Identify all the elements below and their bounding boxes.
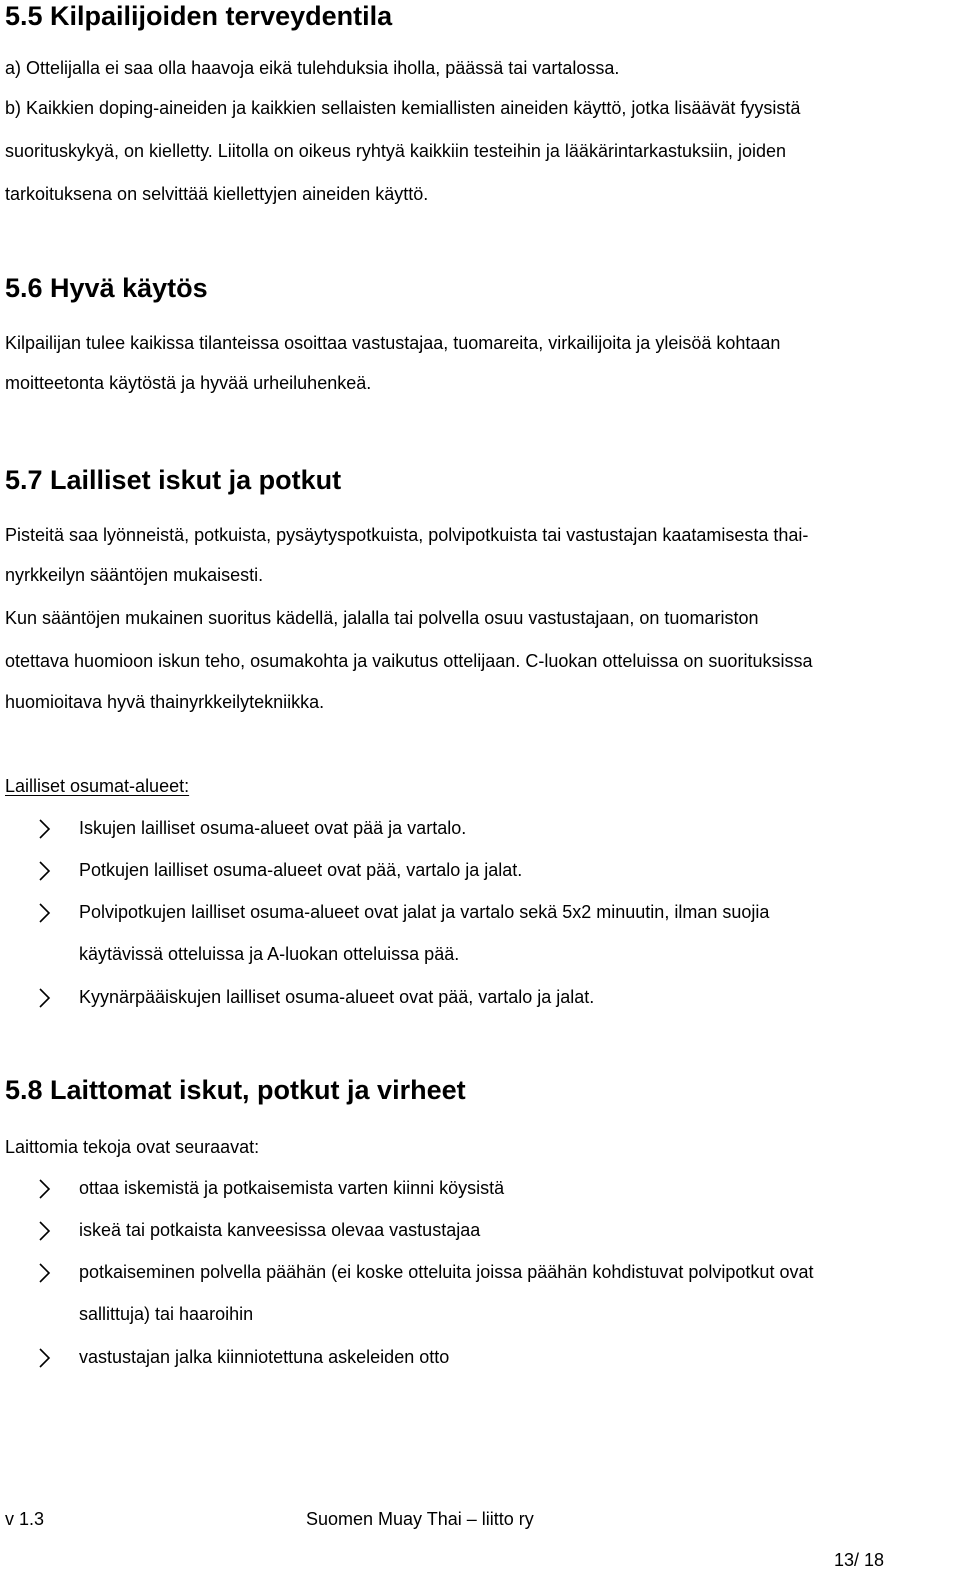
- paragraph-line: nyrkkeilyn sääntöjen mukaisesti.: [5, 565, 264, 585]
- list-item: ottaa iskemistä ja potkaisemista varten kiinni köysistä: [79, 1178, 505, 1198]
- paragraph-line: tarkoituksena on selvittää kiellettyjen aineiden käyttö.: [5, 184, 429, 204]
- section-heading-5-7: 5.7 Lailliset iskut ja potkut: [5, 465, 342, 495]
- paragraph-line: moitteetonta käytöstä ja hyvää urheiluhenkeä.: [5, 373, 372, 393]
- list-item-continuation: sallittuja) tai haaroihin: [79, 1304, 254, 1324]
- page-number: 13/ 18: [834, 1550, 885, 1570]
- list-item: iskeä tai potkaista kanveesissa olevaa vastustajaa: [79, 1220, 481, 1240]
- paragraph-line: otettava huomioon iskun teho, osumakohta ja vaikutus ottelijaan. C-luokan otteluissa on suorituksissa: [5, 651, 813, 671]
- paragraph-line: suorituskykyä, on kielletty. Liitolla on oikeus ryhtyä kaikkiin testeihin ja lääkärintarkastuksiin, joiden: [5, 141, 787, 161]
- paragraph-line: Laittomia tekoja ovat seuraavat:: [5, 1137, 260, 1157]
- paragraph-line: b) Kaikkien doping-aineiden ja kaikkien sellaisten kemiallisten aineiden käyttö, jotka lisäävät fyysistä: [5, 98, 801, 118]
- paragraph-line: Pisteitä saa lyönneistä, potkuista, pysäytyspotkuista, polvipotkuista tai vastustajan kaatamisesta thai-: [5, 525, 809, 545]
- section-heading-5-6: 5.6 Hyvä käytös: [5, 273, 208, 303]
- list-item: Iskujen lailliset osuma-alueet ovat pää ja vartalo.: [79, 818, 467, 838]
- list-item-continuation: käytävissä otteluissa ja A-luokan otteluissa pää.: [79, 944, 460, 964]
- bullet-icon: [38, 1262, 52, 1286]
- bullet-icon: [38, 902, 52, 926]
- list-item: Polvipotkujen lailliset osuma-alueet ovat jalat ja vartalo sekä 5x2 minuutin, ilman suojia: [79, 902, 770, 922]
- footer-version: v 1.3: [5, 1509, 45, 1529]
- bullet-icon: [38, 1220, 52, 1244]
- paragraph-line: Kilpailijan tulee kaikissa tilanteissa osoittaa vastustajaa, tuomareita, virkailijoita ja yleisöä kohtaan: [5, 333, 781, 353]
- list-item: vastustajan jalka kiinniotettuna askeleiden otto: [79, 1347, 450, 1367]
- section-heading-5-5: 5.5 Kilpailijoiden terveydentila: [5, 1, 393, 31]
- list-item: Kyynärpääiskujen lailliset osuma-alueet ovat pää, vartalo ja jalat.: [79, 987, 595, 1007]
- bullet-icon: [38, 818, 52, 842]
- list-item: potkaiseminen polvella päähän (ei koske otteluita joissa päähän kohdistuvat polvipotkut ovat: [79, 1262, 814, 1282]
- bullet-icon: [38, 860, 52, 884]
- bullet-icon: [38, 1347, 52, 1371]
- bullet-icon: [38, 1178, 52, 1202]
- list-item: Potkujen lailliset osuma-alueet ovat pää, vartalo ja jalat.: [79, 860, 523, 880]
- paragraph-line: huomioitava hyvä thainyrkkeilytekniikka.: [5, 692, 325, 712]
- paragraph-line: Kun sääntöjen mukainen suoritus kädellä, jalalla tai polvella osuu vastustajaan, on tuomariston: [5, 608, 759, 628]
- paragraph-line: a) Ottelijalla ei saa olla haavoja eikä tulehduksia iholla, päässä tai vartalossa.: [5, 58, 620, 78]
- footer-organization: Suomen Muay Thai – liitto ry: [306, 1509, 534, 1529]
- subheading-legal-areas: Lailliset osumat-alueet:: [5, 776, 190, 796]
- section-heading-5-8: 5.8 Laittomat iskut, potkut ja virheet: [5, 1075, 466, 1105]
- bullet-icon: [38, 987, 52, 1011]
